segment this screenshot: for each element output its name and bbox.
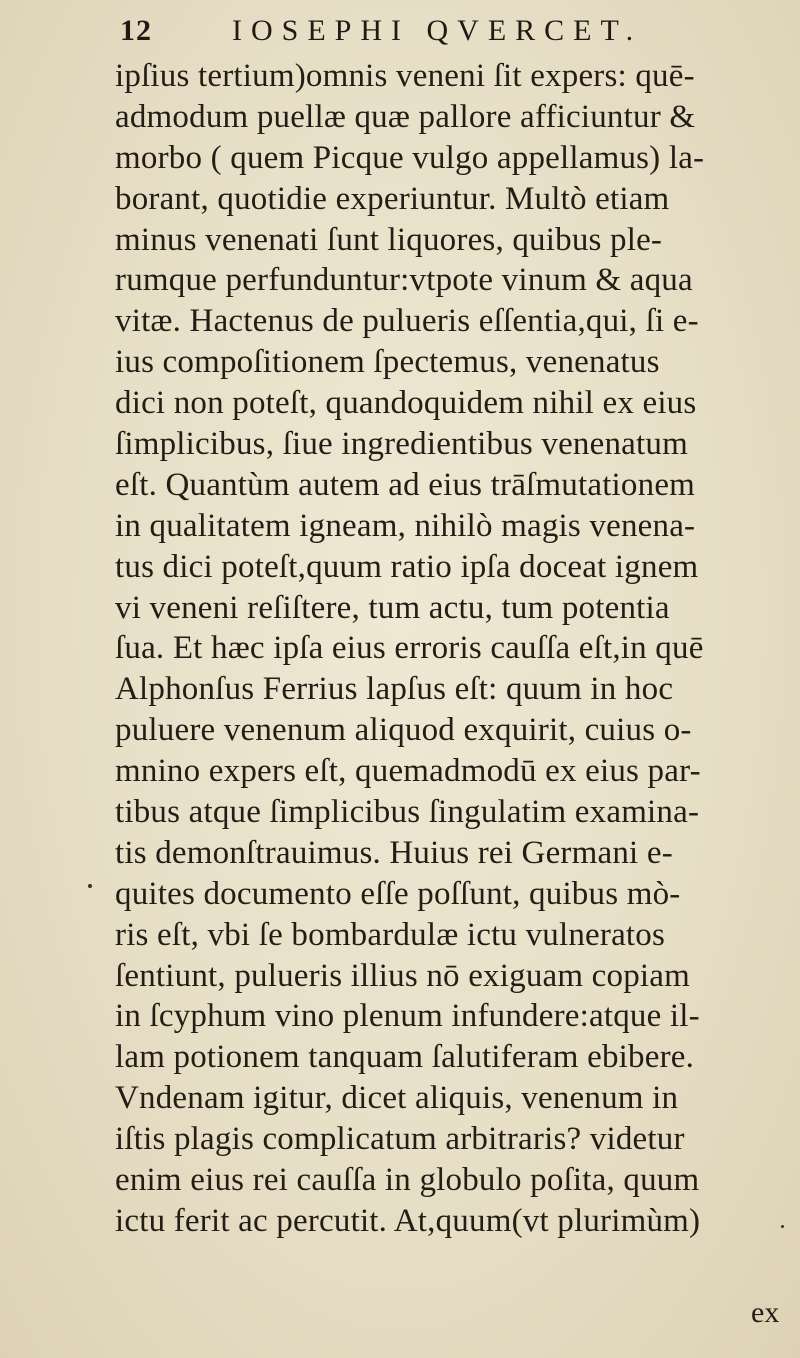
text-line: eſt. Quantùm autem ad eius trāſmutationem [115,466,696,503]
text-line: Alphonſus Ferrius lapſus eſt: quum in hoc [115,671,674,708]
text-line: ius compoſitionem ſpectemus, venenatus [115,344,660,381]
text-line: vi veneni reſiſtere, tum actu, tum potentia [115,589,670,626]
text-line: ipſius tertium)omnis veneni ſit expers: quē- [115,58,695,94]
text-line: in ſcyphum vino plenum infundere:atque il- [115,998,700,1035]
ink-speck [88,884,92,888]
text-line: borant, quotidie experiuntur. Multò etiam [115,180,670,217]
text-line: puluere venenum aliquod exquirit, cuius o- [115,712,692,749]
text-line: ictu ferit ac percutit. At,quum(vt plurimùm) [115,1202,701,1239]
text-line: minus venenati ſunt liquores, quibus ple- [115,221,663,258]
text-line: Vndenam igitur, dicet aliquis, venenum in [115,1080,679,1117]
running-head: IOSEPHI QVERCET. [232,14,643,47]
text-line: rumque perfunduntur:vtpote vinum & aqua [115,262,693,299]
text-line: ſimplicibus, ſiue ingredientibus venenatum [115,426,688,463]
text-line: admodum puellæ quæ pallore afficiuntur & [115,98,696,135]
text-line: ſua. Et hæc ipſa eius erroris cauſſa eſt,in quē [115,630,704,667]
text-line: quites documento eſſe poſſunt, quibus mò- [115,875,681,912]
catchword: ex [751,1296,780,1329]
text-line: vitæ. Hactenus de pulueris eſſentia,qui, ſi e- [115,303,699,340]
text-line: in qualitatem igneam, nihilò magis venena- [115,507,696,544]
page-header [120,14,720,54]
ink-speck [781,1225,784,1228]
text-line: tus dici poteſt,quum ratio ipſa doceat ignem [115,548,699,585]
text-line: tibus atque ſimplicibus ſingulatim examina- [115,794,700,831]
text-line: lam potionem tanquam ſalutiferam ebibere. [115,1039,695,1076]
page-number: 12 [120,14,152,47]
text-line: iſtis plagis complicatum arbitraris? videtur [115,1121,685,1158]
text-line: ris eſt, vbi ſe bombardulæ ictu vulneratos [115,916,666,953]
text-line: enim eius rei cauſſa in globulo poſita, quum [115,1162,700,1199]
text-line: ſentiunt, pulueris illius nō exiguam copiam [115,957,691,994]
text-line: tis demonſtrauimus. Huius rei Germani e- [115,834,673,871]
text-line: dici non poteſt, quandoquidem nihil ex eius [115,385,697,422]
body-text [115,56,775,1242]
text-line: morbo ( quem Picque vulgo appellamus) la- [115,139,705,176]
text-line: mnino expers eſt, quemadmodū ex eius par- [115,753,701,790]
